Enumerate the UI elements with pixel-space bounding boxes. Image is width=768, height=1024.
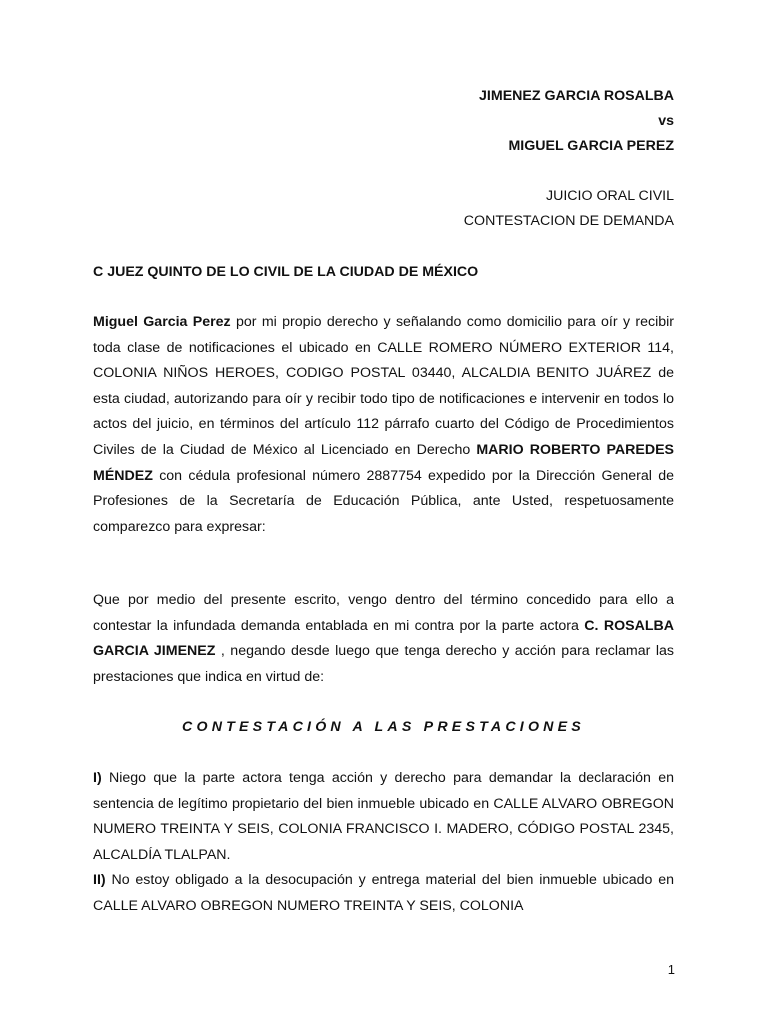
- party-defendant: MIGUEL GARCIA PEREZ: [508, 138, 674, 154]
- item-1-number: I): [93, 770, 102, 786]
- prestacion-item-2: [93, 868, 674, 919]
- addressee: C JUEZ QUINTO DE LO CIVIL DE LA CIUDAD DE MÉXICO: [93, 264, 479, 280]
- intro-paragraph: [93, 310, 674, 540]
- lawyer-name: MARIO ROBERTO PAREDES MÉNDEZ: [93, 441, 675, 484]
- item-1-text: Niego que la parte actora tenga acción y derecho para demandar la declaración en sentencia de legítimo propietario del bien inmueble ubicado en CALLE ALVARO OBREGON NUMERO TREINTA Y SEIS, COLONIA FRANCISCO I. MADERO, CÓDIGO POSTAL 2345, ALCALDÍA TLALPAN.: [93, 770, 674, 863]
- actor-name: C. ROSALBA GARCIA JIMENEZ: [93, 617, 674, 660]
- answer-paragraph: [93, 588, 674, 690]
- answer-text-2: , negando desde luego que tenga derecho y acción para reclamar las prestaciones que indica en virtud de:: [93, 643, 674, 685]
- item-2-text: No estoy obligado a la desocupación y entrega material del bien inmueble ubicado en CALLE ALVARO OBREGON NUMERO TREINTA Y SEIS, COLONIA: [93, 872, 674, 914]
- document-page: [93, 0, 674, 1024]
- prestacion-item-1: [93, 766, 674, 868]
- defendant-name: Miguel Garcia Perez: [93, 314, 231, 330]
- intro-text-2: con cédula profesional número 2887754 expedido por la Dirección General de Profesiones de la Secretaría de Educación Pública, ante Usted, respetuosamente comparezco para expresar:: [93, 467, 674, 535]
- intro-text-1: por mi propio derecho y señalando como domicilio para oír y recibir toda clase de notificaciones el ubicado en CALLE ROMERO NÚMERO EXTERIOR 114, COLONIA NIÑOS HEROES, CODIGO POSTAL 03440, ALCALDIA BENITO JUÁREZ de esta ciudad, autorizando para oír y recibir todo tipo de notificaciones e intervenir en todos lo actos del juicio, en términos del artículo 112 párrafo cuarto del Código de Procedimientos Civiles de la Ciudad de México al Licenciado en Derecho: [93, 314, 674, 458]
- document-type: CONTESTACION DE DEMANDA: [463, 213, 674, 229]
- item-2-number: II): [93, 872, 106, 888]
- versus-label: vs: [658, 113, 674, 129]
- page-number: 1: [667, 962, 675, 977]
- section-title: CONTESTACIÓN A LAS PRESTACIONES: [182, 719, 585, 735]
- answer-text-1: Que por medio del presente escrito, vengo dentro del término concedido para ello a contestar la infundada demanda entablada en mi contra por la parte actora: [93, 592, 674, 634]
- case-caption: [93, 84, 674, 234]
- case-type: JUICIO ORAL CIVIL: [546, 188, 674, 204]
- party-plaintiff: JIMENEZ GARCIA ROSALBA: [479, 88, 674, 104]
